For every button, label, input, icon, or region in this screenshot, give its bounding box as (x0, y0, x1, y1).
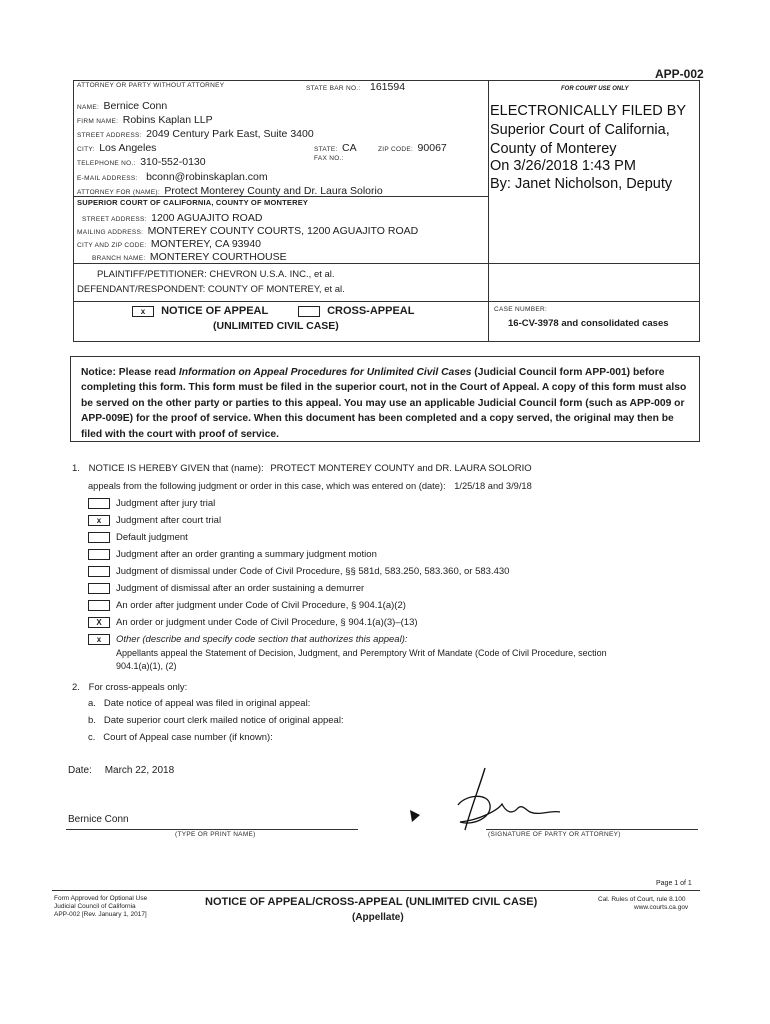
footer-right-1: Cal. Rules of Court, rule 8.100 (598, 896, 686, 903)
court-street: 1200 AGUAJITO ROAD (151, 212, 263, 224)
notice-paragraph (81, 365, 693, 442)
option-label: Default judgment (116, 532, 188, 543)
plaintiff-line: PLAINTIFF/PETITIONER: CHEVRON U.S.A. INC., et al. (97, 269, 335, 280)
other-description-line-1: Appellants appeal the Statement of Decision, Judgment, and Peremptory Writ of Mandate (Code of Civil Procedure, section (116, 648, 607, 658)
option-checkbox[interactable] (88, 600, 110, 611)
option-default-judgment (88, 531, 188, 545)
bar-no-label: STATE BAR NO.: (306, 85, 361, 92)
unlimited-civil-subtitle: (UNLIMITED CIVIL CASE) (213, 320, 339, 332)
court-use-label: FOR COURT USE ONLY (561, 86, 629, 92)
option-label: Judgment of dismissal after an order sustaining a demurrer (116, 583, 365, 594)
street-label: STREET ADDRESS: (77, 132, 142, 139)
court-branch-label: BRANCH NAME: (92, 255, 146, 262)
option-checkbox[interactable]: x (88, 634, 110, 645)
footer-left-1: Form Approved for Optional Use (54, 895, 148, 902)
firm-name: Robins Kaplan LLP (122, 114, 213, 126)
other-description-line-2: 904.1(a)(1), (2) (116, 661, 177, 671)
bar-no-value: 161594 (370, 81, 406, 93)
item-2b: b. Date superior court clerk mailed notice of original appeal: (88, 715, 344, 726)
footer-subtitle: (Appellate) (352, 912, 404, 923)
court-street-label: STREET ADDRESS: (82, 216, 147, 223)
page-number: Page 1 of 1 (656, 880, 692, 887)
type-name-label: (TYPE OR PRINT NAME) (175, 831, 256, 838)
cross-appeal-checkbox[interactable] (298, 306, 320, 317)
zip-row (378, 138, 447, 156)
e-filed-line-5: By: Janet Nicholson, Deputy (490, 176, 673, 192)
option-label: Judgment after court trial (116, 515, 222, 526)
item-1-intro-text: NOTICE IS HEREBY GIVEN that (name): (88, 463, 264, 474)
zip-label: ZIP CODE: (378, 146, 414, 153)
e-filed-line-2: Superior Court of California, (490, 122, 670, 138)
attorney-header-label: ATTORNEY OR PARTY WITHOUT ATTORNEY (77, 82, 225, 89)
court-mailing: MONTEREY COUNTY COURTS, 1200 AGUAJITO ROAD (147, 225, 419, 237)
printed-name: Bernice Conn (68, 814, 129, 825)
signature-label: (SIGNATURE OF PARTY OR ATTORNEY) (488, 831, 621, 838)
e-filed-line-4: On 3/26/2018 1:43 PM (490, 158, 636, 174)
e-filed-line-3: County of Monterey (490, 141, 617, 157)
footer-divider (52, 890, 700, 891)
footer-left-3: APP-002 [Rev. January 1, 2017] (54, 911, 147, 918)
date-label: Date: (68, 765, 92, 776)
footer-right-2: www.courts.ca.gov (634, 904, 689, 911)
email-value: bconn@robinskaplan.com (146, 171, 268, 183)
firm-label: FIRM NAME: (77, 118, 119, 125)
court-branch-row (92, 247, 287, 265)
date-row (68, 765, 174, 776)
phone-label: TELEPHONE NO.: (77, 160, 136, 167)
court-header: SUPERIOR COURT OF CALIFORNIA, COUNTY OF MONTEREY (77, 198, 309, 207)
attorney-name-label: NAME: (77, 104, 100, 111)
footer-title: NOTICE OF APPEAL/CROSS-APPEAL (UNLIMITED CIVIL CASE) (205, 896, 538, 908)
phone-value: 310-552-0130 (140, 156, 206, 168)
item-1-intro (72, 463, 532, 474)
option-dismissal-ccp (88, 565, 509, 579)
option-checkbox[interactable]: x (88, 515, 110, 526)
zip-value: 90067 (417, 142, 447, 154)
e-filed-line-1: ELECTRONICALLY FILED BY (490, 103, 687, 119)
attorney-for-value: Protect Monterey County and Dr. Laura Solorio (164, 185, 383, 197)
item-2a: a. Date notice of appeal was filed in original appeal: (88, 698, 311, 709)
option-checkbox[interactable] (88, 498, 110, 509)
attorney-for-row (77, 181, 383, 199)
court-branch: MONTEREY COURTHOUSE (149, 251, 287, 263)
option-order-after-judgment (88, 599, 406, 613)
signature-line (486, 829, 698, 830)
attorney-for-label: ATTORNEY FOR (NAME): (77, 189, 160, 196)
option-checkbox[interactable] (88, 532, 110, 543)
city-value: Los Angeles (99, 142, 157, 154)
attorney-name: Bernice Conn (103, 100, 168, 112)
option-checkbox[interactable] (88, 549, 110, 560)
state-value: CA (342, 142, 357, 154)
street-value: 2049 Century Park East, Suite 3400 (146, 128, 314, 140)
notice-prefix: Notice: Please read (81, 367, 179, 378)
item-2-number: 2. (72, 682, 80, 693)
state-label: STATE: (314, 146, 338, 153)
cross-appeal-label: CROSS-APPEAL (327, 305, 415, 317)
item-2-intro-text: For cross-appeals only: (88, 682, 188, 693)
state-row (314, 138, 357, 156)
printed-name-line (66, 829, 358, 830)
signature-mark (410, 760, 620, 840)
court-mailing-label: MAILING ADDRESS: (77, 229, 144, 236)
item-1-number: 1. (72, 463, 80, 474)
option-checkbox[interactable]: X (88, 617, 110, 628)
option-court-trial (88, 514, 221, 528)
appeals-from-line (88, 481, 532, 491)
notice-of-appeal-checkbox[interactable]: x (132, 306, 154, 317)
option-label: Judgment after jury trial (116, 498, 216, 509)
date-value: March 22, 2018 (104, 765, 175, 776)
court-city: MONTEREY, CA 93940 (150, 238, 262, 250)
parties-divider (73, 301, 700, 302)
option-label: An order after judgment under Code of Civil Procedure, § 904.1(a)(2) (116, 600, 406, 611)
notice-rest: (Judicial Council form APP-001) before completing this form. This form must be filed in the superior court, not in the Court of Appeal. A copy of this form must also be served on the other party or parties to this appeal. You may use an applicable Judicial Council form (such as APP-009 or APP-009E) for the proof of service. When this document has been completed and a copy served, the original may then be filed with the court with proof of service. (81, 367, 687, 440)
option-label: Other (describe and specify code section that authorizes this appeal): (116, 634, 408, 645)
footer-left-2: Judicial Council of California (54, 903, 136, 910)
case-number-label: CASE NUMBER: (494, 306, 548, 313)
cross-appeal-title (298, 305, 414, 317)
notice-of-appeal-label: NOTICE OF APPEAL (161, 305, 269, 317)
option-label: Judgment after an order granting a summary judgment motion (116, 549, 377, 560)
item-2c: c. Court of Appeal case number (if known): (88, 732, 273, 743)
form-number: APP-002 (655, 67, 704, 81)
option-order-or-judgment (88, 616, 418, 630)
option-summary-judgment (88, 548, 377, 562)
email-label: E-MAIL ADDRESS: (77, 175, 138, 182)
option-checkbox[interactable] (88, 583, 110, 594)
city-label: CITY: (77, 146, 95, 153)
defendant-line: DEFENDANT/RESPONDENT: COUNTY OF MONTEREY, et al. (77, 284, 345, 295)
option-checkbox[interactable] (88, 566, 110, 577)
appellant-name: PROTECT MONTEREY COUNTY and DR. LAURA SOLORIO (270, 463, 532, 474)
fax-label: FAX NO.: (314, 155, 344, 162)
option-label: An order or judgment under Code of Civil Procedure, § 904.1(a)(3)–(13) (116, 617, 418, 628)
court-city-label: CITY AND ZIP CODE: (77, 242, 147, 249)
notice-of-appeal-title (132, 305, 268, 317)
item-2-intro (72, 682, 187, 693)
option-jury-trial (88, 497, 215, 511)
option-other (88, 633, 408, 647)
court-use-divider (488, 80, 489, 342)
option-label: Judgment of dismissal under Code of Civil Procedure, §§ 581d, 583.250, 583.360, or 583.430 (116, 566, 510, 577)
notice-italic-title: Information on Appeal Procedures for Unlimited Civil Cases (178, 367, 472, 378)
option-dismissal-demurrer (88, 582, 364, 596)
case-number-value: 16-CV-3978 and consolidated cases (508, 318, 669, 329)
appeals-from-text: appeals from the following judgment or order in this case, which was entered on (date): (88, 481, 446, 491)
entry-date: 1/25/18 and 3/9/18 (454, 481, 532, 491)
